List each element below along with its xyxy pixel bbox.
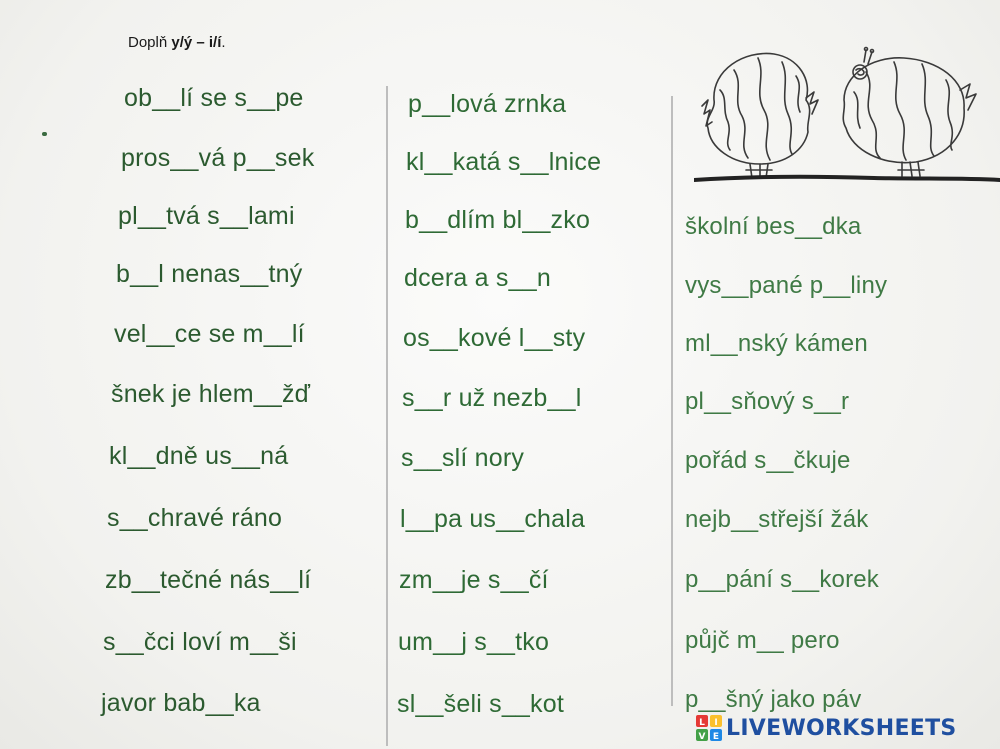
exercise-row: javor bab__ka (101, 689, 261, 717)
exercise-row: ob__lí se s__pe (124, 84, 304, 112)
instruction-prefix: Doplň (128, 34, 172, 51)
exercise-row: pl__sňový s__r (685, 388, 850, 415)
logo-text: LIVEWORKSHEETS (726, 715, 957, 741)
exercise-row: vel__ce se m__lí (114, 320, 305, 348)
cabbage-illustration-icon (694, 40, 1000, 190)
column-divider-right (671, 96, 673, 706)
exercise-row: nejb__střejší žák (685, 506, 869, 533)
badge-letter: I (714, 718, 718, 728)
exercise-row: s__slí nory (401, 444, 525, 472)
instruction-letters: y/ý – i/í (171, 34, 222, 51)
column-divider-left (386, 86, 388, 746)
exercise-row: zb__tečné nás__lí (105, 566, 312, 594)
instruction-suffix: . (221, 34, 226, 51)
exercise-row: pl__tvá s__lami (118, 202, 295, 230)
exercise-row: p__lová zrnka (408, 90, 567, 118)
liveworksheets-badge-icon (696, 715, 722, 741)
liveworksheets-logo (696, 712, 957, 744)
badge-letter: E (712, 732, 720, 741)
exercise-row: s__r už nezb__l (402, 384, 582, 412)
speck (42, 132, 47, 136)
exercise-row: l__pa us__chala (400, 505, 586, 533)
exercise-row: ml__nský kámen (685, 330, 868, 357)
exercise-row: os__kové l__sty (403, 324, 586, 352)
exercise-row: dcera a s__n (404, 264, 551, 292)
instruction (128, 34, 226, 51)
exercise-row: s__čci loví m__ši (103, 628, 297, 656)
exercise-row: půjč m__ pero (685, 627, 840, 654)
exercise-row: šnek je hlem__žď (111, 380, 311, 408)
exercise-row: p__šný jako páv (685, 686, 862, 713)
exercise-row: p__pání s__korek (685, 566, 880, 593)
exercise-row: vys__pané p__liny (685, 272, 888, 299)
exercise-row: kl__dně us__ná (109, 442, 289, 470)
badge-letter: L (699, 718, 705, 728)
exercise-row: b__dlím bl__zko (405, 206, 591, 234)
exercise-row: kl__katá s__lnice (406, 148, 602, 176)
exercise-row: sl__šeli s__kot (397, 690, 564, 718)
badge-letter: V (698, 732, 706, 741)
exercise-row: pros__vá p__sek (121, 144, 315, 172)
exercise-row: s__chravé ráno (107, 504, 283, 532)
exercise-row: zm__je s__čí (399, 566, 549, 594)
exercise-row: um__j s__tko (398, 628, 550, 656)
exercise-row: b__l nenas__tný (116, 260, 303, 288)
exercise-row: školní bes__dka (685, 213, 862, 240)
exercise-row: pořád s__čkuje (685, 447, 851, 474)
